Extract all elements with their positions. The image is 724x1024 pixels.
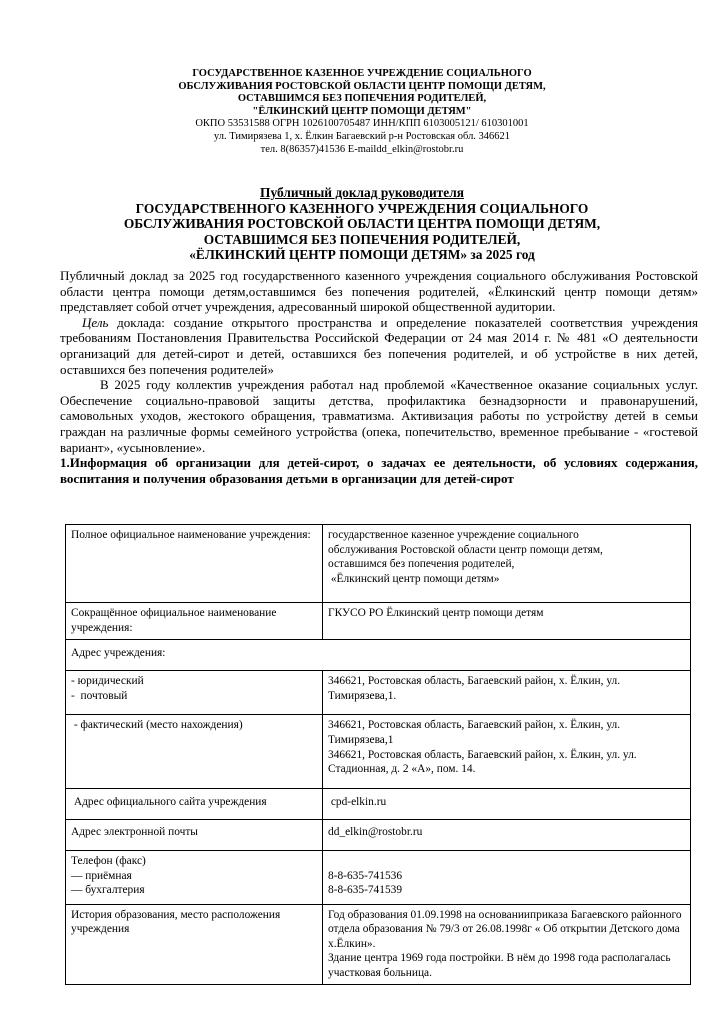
table-cell-value: ГКУСО РО Ёлкинский центр помощи детям	[323, 603, 691, 639]
table-cell-label	[66, 671, 323, 715]
table-cell-label: Полное официальное наименование учреждения:	[66, 525, 323, 603]
table-cell-value	[323, 904, 691, 984]
problem-paragraph: В 2025 году коллектив учреждения работал над проблемой «Качественное оказание социальных услуг. Обеспечение социально-правовой защиты детства, профилактика безнадзорности и правонарушений, самовольных уходов, жестокого обращения, травматизма. Активизация работы по устройству детей в семьи граждан на различные формы семейного устройства (опека, попечительство, временное пребывание - «гостевой вариант», «усыновление».	[60, 377, 698, 455]
org-contacts	[0, 144, 724, 157]
table-row	[66, 603, 691, 639]
report-title-line: Публичный доклад руководителя	[260, 185, 464, 200]
full-name-line: «Ёлкинский центр помощи детям»	[328, 572, 500, 585]
table-row	[66, 788, 691, 820]
phone-label: Телефон (факс)	[71, 854, 146, 867]
website-link[interactable]: cpd-elkin.ru	[328, 795, 387, 808]
intro-paragraph: Публичный доклад за 2025 год государственного казенного учреждения социального обслуживания Ростовской области центра помощи детям,оставшимся без попечения родителей, «Ёлкинский центр помощи детям» представляет собой отчет учреждения, адресованный широкой общественной аудитории.	[60, 268, 698, 315]
org-name-line: ОСТАВШИМСЯ БЕЗ ПОПЕЧЕНИЯ РОДИТЕЛЕЙ,	[237, 93, 487, 105]
cell-spacer	[328, 703, 685, 711]
phone-sub-label: — приёмная	[71, 869, 132, 882]
org-codes: ОКПО 53531588 ОГРН 1026100705487 ИНН/КПП 6103005121/ 610301001	[195, 118, 529, 130]
phone-number: 8-8-635-741536	[328, 869, 403, 882]
organization-info-table	[65, 524, 691, 985]
org-phone: тел. 8(86357)41536 E-mail	[260, 143, 377, 155]
goal-text: доклада: создание открытого пространства и определение показателей соответствия учреждения требованиям Постановления Правительства Российской Федерации от 24 мая 2014 г. № 481 «О деятельности организаций для детей-сирот и детей, оставшихся без попечения родителей, и об устройстве в них детей, оставшихся без попечения родителей»	[60, 314, 698, 377]
cell-spacer	[328, 777, 685, 785]
full-name-line: обслуживания Ростовской области центр помощи детям,	[328, 543, 603, 556]
table-cell-label: Сокращённое официальное наименование учреждения:	[66, 603, 323, 639]
table-cell-label	[66, 850, 323, 904]
phone-number: 8-8-635-741539	[328, 884, 403, 897]
report-title-line: ОСТАВШИМСЯ БЕЗ ПОПЕЧЕНИЯ РОДИТЕЛЕЙ,	[203, 231, 521, 247]
table-cell-label: Адрес электронной почты	[66, 820, 323, 851]
org-name-line: ГОСУДАРСТВЕННОЕ КАЗЕННОЕ УЧРЕЖДЕНИЕ СОЦИАЛЬНОГО	[192, 68, 532, 79]
table-cell-value	[323, 525, 691, 603]
org-name-line: ОБСЛУЖИВАНИЯ РОСТОВСКОЙ ОБЛАСТИ ЦЕНТР ПОМОЩИ ДЕТЯМ,	[178, 80, 546, 92]
full-name-line: государственное казенное учреждение социального	[328, 529, 579, 541]
report-title-line: ОБСЛУЖИВАНИЯ РОСТОВСКОЙ ОБЛАСТИ ЦЕНТРА ПОМОЩИ ДЕТЯМ,	[123, 216, 601, 232]
section-heading: 1.Информация об организации для детей-сирот, о задачах ее деятельности, об условиях содержания, воспитания и получения образования детьми в организации для детей-сирот	[60, 455, 698, 486]
report-body	[60, 268, 698, 486]
goal-label: Цель	[82, 314, 109, 330]
org-name-line: "ЁЛКИНСКИЙ ЦЕНТР ПОМОЩИ ДЕТЯМ"	[252, 105, 472, 117]
email-link[interactable]: dd_elkin@rostobr.ru	[328, 826, 423, 839]
address-type-label: - юридический	[71, 675, 144, 688]
table-cell-value	[323, 671, 691, 715]
table-row	[66, 820, 691, 851]
org-address: ул. Тимирязева 1, х. Ёлкин Багаевский р-н Ростовская обл. 346621	[213, 130, 511, 142]
table-cell-label: Адрес официального сайта учреждения	[66, 788, 323, 820]
report-title-line: «ЁЛКИНСКИЙ ЦЕНТР ПОМОЩИ ДЕТЯМ» за 2025 год	[189, 247, 535, 263]
table-cell-label: История образования, место расположения учреждения	[66, 904, 323, 984]
table-row	[66, 671, 691, 715]
table-row	[66, 904, 691, 984]
table-cell-label: Адрес учреждения:	[66, 639, 691, 671]
history-text: Здание центра 1969 года постройки. В нём до 1998 года располагалась участковая больница.	[328, 952, 671, 980]
table-row	[66, 525, 691, 603]
cell-spacer	[328, 854, 685, 869]
org-email-link[interactable]: dd_elkin@rostobr.ru	[376, 143, 464, 155]
table-cell-value	[323, 850, 691, 904]
goal-paragraph	[60, 315, 698, 377]
history-text: Год образования 01.09.1998 на основанииприказа Багаевского районного отдела образования № 79/3 от 26.08.1998г « Об открытии Детского дома х.Ёлкин».	[328, 908, 682, 950]
table-row	[66, 850, 691, 904]
table-cell-value	[323, 820, 691, 851]
table-row	[66, 639, 691, 671]
address-type-label: - почтовый	[71, 689, 128, 702]
table-row	[66, 715, 691, 788]
table-cell-value	[323, 715, 691, 788]
table-cell-value	[323, 788, 691, 820]
letterhead	[0, 68, 724, 156]
actual-address: 346621, Ростовская область, Багаевский район, х. Ёлкин, ул. ул. Стадионная, д. 2 «А», пом. 14.	[328, 748, 637, 776]
legal-address: 346621, Ростовская область, Багаевский район, х. Ёлкин, ул. Тимирязева,1.	[328, 675, 621, 702]
cell-spacer	[328, 586, 685, 599]
report-title-line: ГОСУДАРСТВЕННОГО КАЗЕННОГО УЧРЕЖДЕНИЯ СОЦИАЛЬНОГО	[135, 200, 589, 216]
table-cell-label: - фактический (место нахождения)	[66, 715, 323, 788]
phone-sub-label: — бухгалтерия	[71, 884, 145, 897]
full-name-line: оставшимся без попечения родителей,	[328, 558, 515, 571]
report-title	[0, 185, 724, 263]
actual-address: 346621, Ростовская область, Багаевский район, х. Ёлкин, ул. Тимирязева,1	[328, 719, 621, 746]
